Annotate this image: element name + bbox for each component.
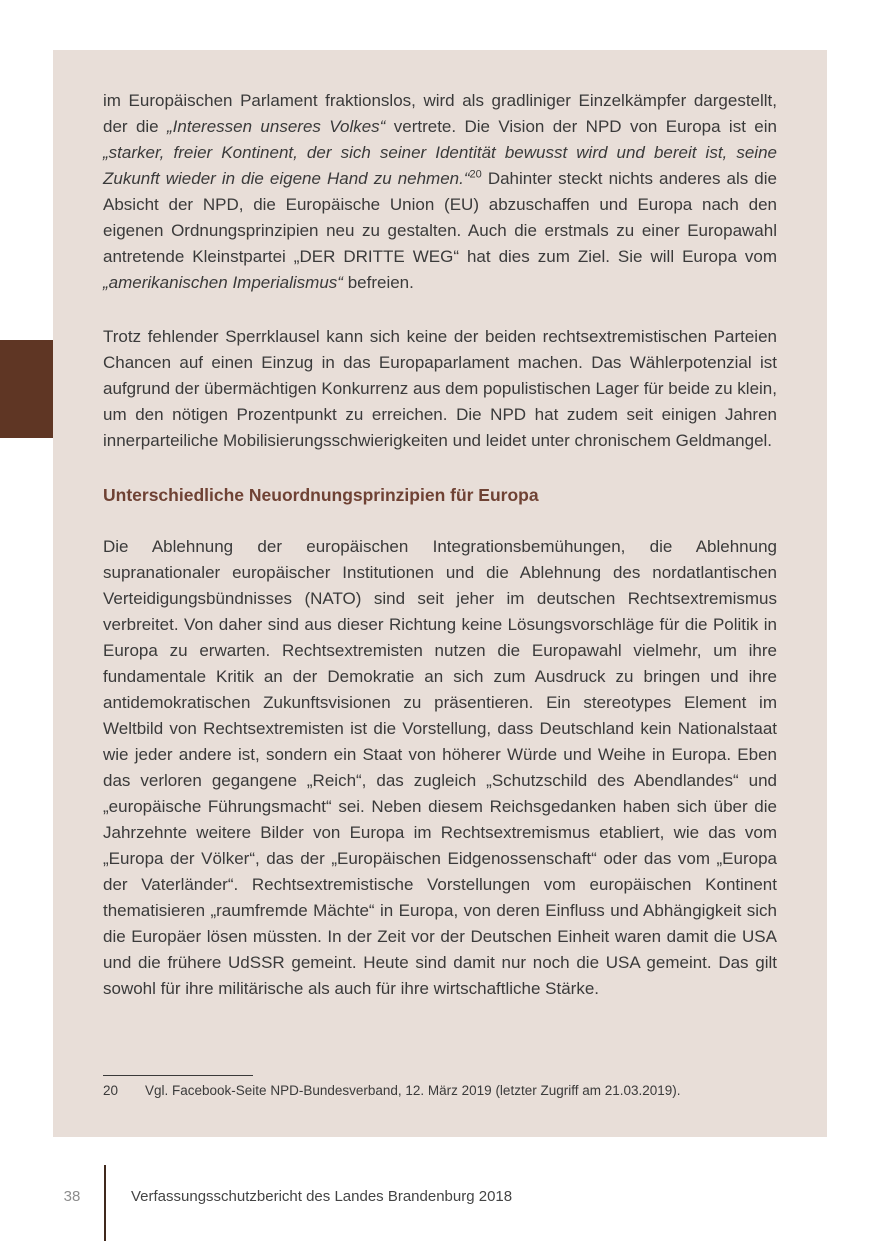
- footer-report-title: Verfassungsschutzbericht des Landes Brandenburg 2018: [131, 1188, 513, 1205]
- footnote-block: [103, 1075, 777, 1099]
- page-number: 38: [63, 1188, 81, 1205]
- footnote-separator-rule: [103, 1075, 253, 1076]
- paragraph-npd-vision: im Europäischen Parlament fraktionslos, wird als gradliniger Einzelkämpfer dargestellt, der die „Interessen unseres Volkes“ vertrete. Die Vision der NPD von Europa ist ein „starker, freier Kontinent, der sich seiner Identität bewusst wird und bereit ist, seine Zukunft wieder in die eigene Hand zu nehmen.“$^{20}$ Dahinter steckt nichts anderes als die Absicht der NPD, die Europäische Union (EU) abzuschaffen und Europa nach den eigenen Ordnungsprinzipien neu zu gestalten. Auch die erstmals zu einer Europawahl antretende Kleinstpartei „DER DRITTE WEG“ hat dies zum Ziel. Sie will Europa vom „amerikanischen Imperialismus“ befreien.: [103, 91, 777, 292]
- footnote-20: [103, 1082, 777, 1099]
- paragraph-ablehnung-integration: Die Ablehnung der europäischen Integrationsbemühungen, die Ablehnung supranationaler europäischer Institutionen und die Ablehnung des nordatlantischen Verteidigungsbündnisses (NATO) sind seit jeher im deutschen Rechtsextremismus verbreitet. Von daher sind aus dieser Richtung keine Lösungsvorschläge für die Politik in Europa zu erwarten. Rechtsextremisten nutzen die Europawahl vielmehr, um ihre fundamentale Kritik an der Demokratie an sich zum Ausdruck zu bringen und ihre antidemokratischen Zukunftsvisionen zu präsentieren. Ein stereotypes Element im Weltbild von Rechtsextremisten ist die Vorstellung, dass Deutschland kein Nationalstaat wie jeder andere ist, sondern ein Staat von höherer Würde und Weihe in Europa. Eben das verloren gegangene „Reich“, das zugleich „Schutzschild des Abendlandes“ und „europäische Führungsmacht“ sei. Neben diesem Reichsgedanken haben sich über die Jahrzehnte weitere Bilder von Europa im Rechtsextremismus etabliert, wie das vom „Europa der Völker“, das der „Europäischen Eidgenossenschaft“ oder das vom „Europa der Vaterländer“. Rechtsextremistische Vorstellungen vom europäischen Kontinent thematisieren „raumfremde Mächte“ in Europa, von deren Einfluss und Abhängigkeit sich die Europäer lösen müssten. In der Zeit vor der Deutschen Einheit waren damit die USA und die frühere UdSSR gemeint. Heute sind damit nur noch die USA gemeint. Das gilt sowohl für ihre militärische als auch für ihre wirtschaftliche Stärke.: [103, 537, 777, 998]
- chapter-tab-marker: [0, 340, 53, 438]
- page-footer: [0, 1160, 875, 1241]
- paragraph-sperrklausel: Trotz fehlender Sperrklausel kann sich keine der beiden rechtsextremistischen Parteien Chancen auf einen Einzug in das Europaparlament machen. Das Wählerpotenzial ist aufgrund der übermächtigen Konkurrenz aus dem populistischen Lager für beide zu klein, um den nötigen Prozentpunkt zu erreichen. Die NPD hat zudem seit einigen Jahren innerparteiliche Mobilisierungsschwierigkeiten und leidet unter chronischem Geldmangel.: [103, 327, 777, 450]
- text-column: [53, 50, 827, 1002]
- footer-divider-rule: [104, 1165, 106, 1241]
- section-heading-neuordnungsprinzipien: Unterschiedliche Neuordnungsprinzipien für Europa: [103, 485, 539, 505]
- footnote-text: Vgl. Facebook-Seite NPD-Bundesverband, 12. März 2019 (letzter Zugriff am 21.03.2019).: [145, 1083, 681, 1098]
- footnote-number: 20: [103, 1083, 119, 1098]
- content-area: [53, 50, 827, 1137]
